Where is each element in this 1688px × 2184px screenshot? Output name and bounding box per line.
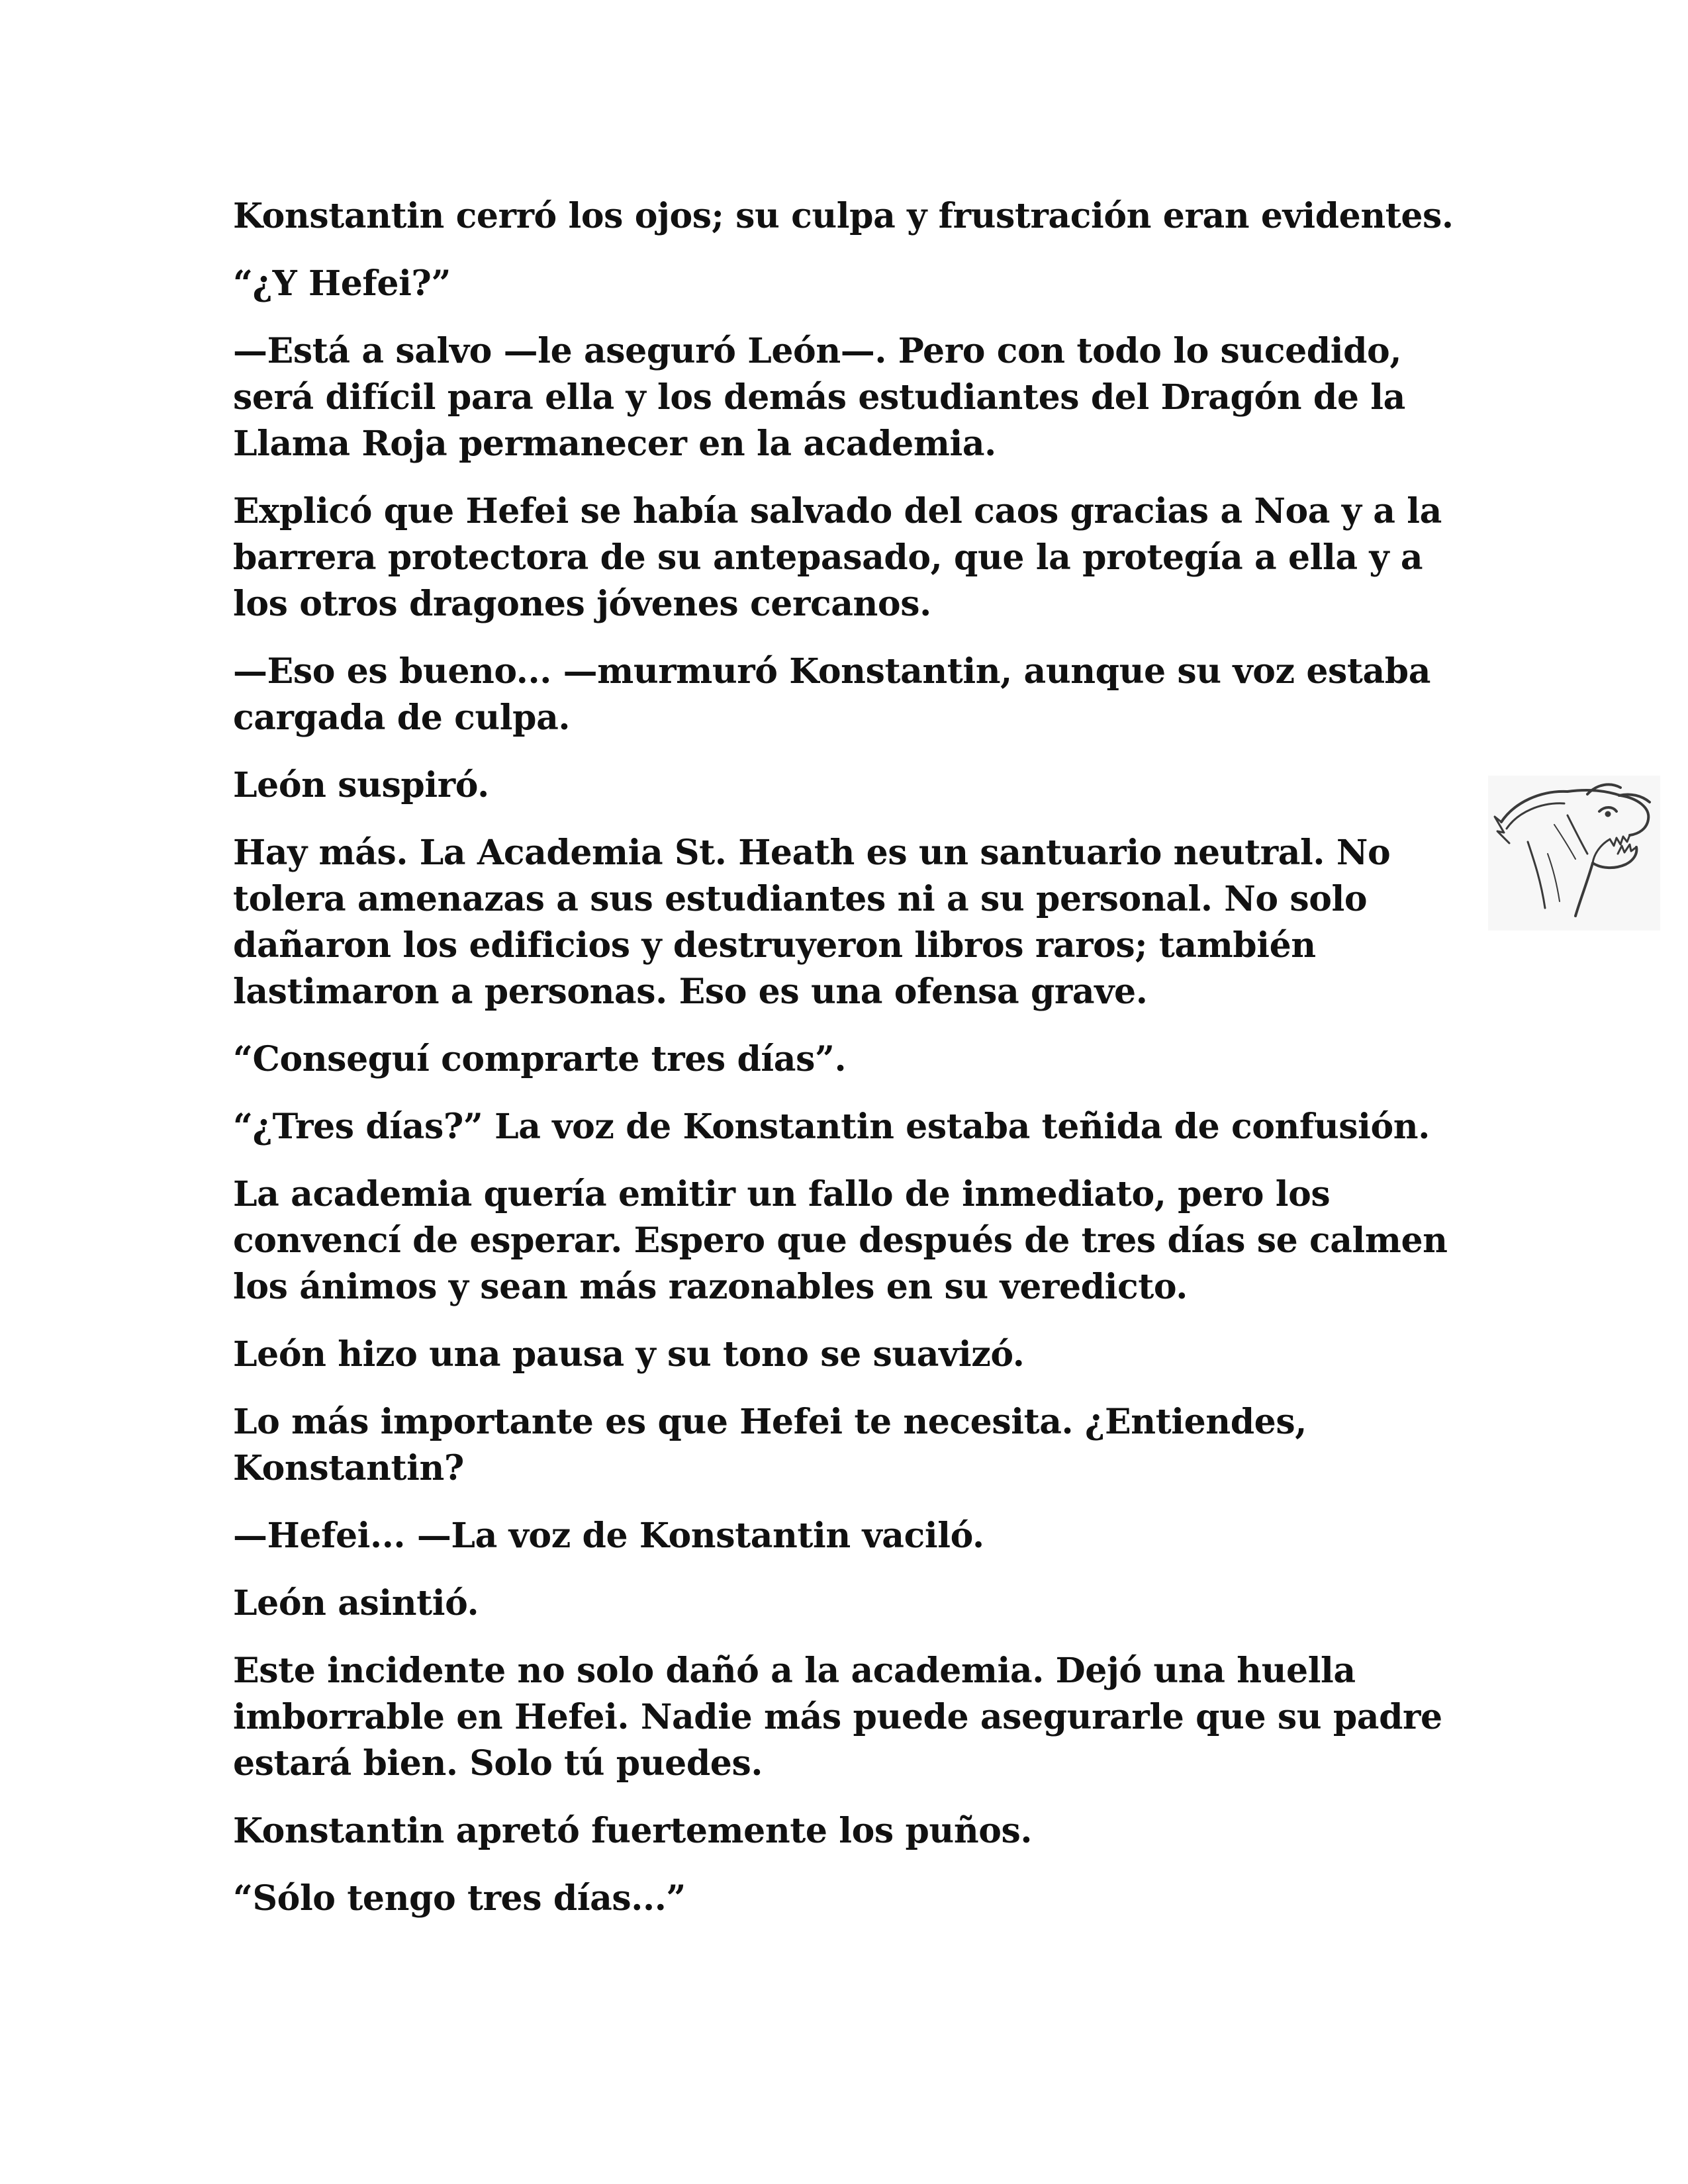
paragraph: Este incidente no solo dañó a la academia. Dejó una huella imborrable en Hefei. Nadie más puede asegurarle que su padre estará bien. Solo tú puedes. [233,1651,1442,1784]
paragraph: “Sólo tengo tres días...” [233,1878,686,1919]
paragraph: León suspiró. [233,765,489,805]
paragraph: —Está a salvo —le aseguró León—. Pero con todo lo sucedido, será difícil para ella y los demás estudiantes del Dragón de la Llama Roja permanecer en la academia. [233,331,1405,464]
dragon-head-sketch-icon [1488,776,1660,931]
paragraph: “Conseguí comprarte tres días”. [233,1039,847,1079]
paragraph: Hay más. La Academia St. Heath es un santuario neutral. No tolera amenazas a sus estudiantes ni a su personal. No solo dañaron los edificios y destruyeron libros raros; también lastimaron a personas. Eso es una ofensa grave. [233,833,1391,1012]
paragraph: León hizo una pausa y su tono se suavizó. [233,1334,1025,1375]
paragraph: Konstantin cerró los ojos; su culpa y frustración eran evidentes. [233,196,1454,236]
paragraph: —Hefei... —La voz de Konstantin vaciló. [233,1516,984,1556]
paragraph: “¿Tres días?” La voz de Konstantin estaba teñida de confusión. [233,1107,1430,1147]
paragraph: Explicó que Hefei se había salvado del caos gracias a Noa y a la barrera protectora de su antepasado, que la protegía a ella y a los otros dragones jóvenes cercanos. [233,491,1442,624]
story-text [233,193,1477,1943]
paragraph: “¿Y Hefei?” [233,263,451,304]
paragraph: León asintió. [233,1583,479,1623]
paragraph: —Eso es bueno... —murmuró Konstantin, aunque su voz estaba cargada de culpa. [233,651,1431,738]
paragraph: La academia quería emitir un fallo de inmediato, pero los convencí de esperar. Espero que después de tres días se calmen los ánimos y sean más razonables en su veredicto. [233,1174,1448,1307]
paragraph: Lo más importante es que Hefei te necesita. ¿Entiendes, Konstantin? [233,1402,1307,1488]
paragraph: Konstantin apretó fuertemente los puños. [233,1811,1033,1851]
